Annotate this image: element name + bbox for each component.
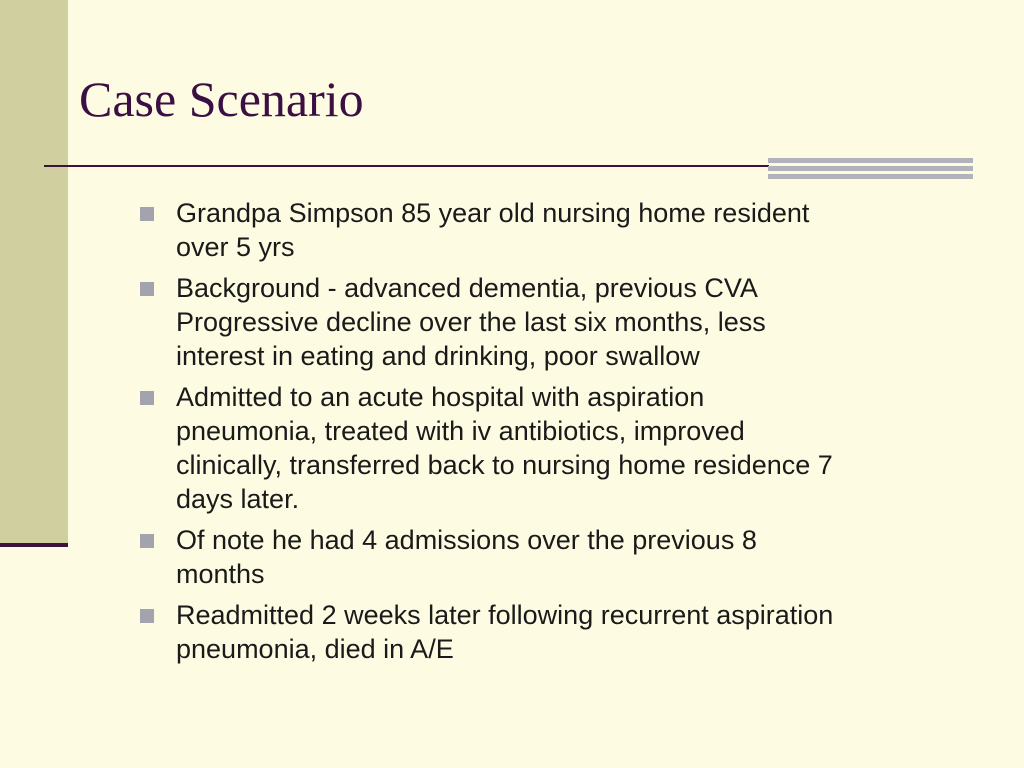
square-bullet-icon bbox=[140, 609, 154, 623]
accent-bar bbox=[768, 166, 973, 171]
bullet-list bbox=[140, 196, 960, 673]
slide-title: Case Scenario bbox=[79, 71, 364, 127]
bullet-item bbox=[140, 523, 960, 591]
bullet-item bbox=[140, 598, 960, 666]
square-bullet-icon bbox=[140, 534, 154, 548]
accent-bar bbox=[768, 174, 973, 179]
bullet-text: Background - advanced dementia, previous CVA Progressive decline over the last six months, less interest in eating and drinking, poor swallow bbox=[176, 273, 766, 371]
bullet-text: Admitted to an acute hospital with aspiration pneumonia, treated with iv antibiotics, improved clinically, transferred back to nursing home residence 7 days later. bbox=[176, 382, 833, 514]
title-divider bbox=[44, 165, 769, 167]
bullet-text: Grandpa Simpson 85 year old nursing home resident over 5 yrs bbox=[176, 198, 810, 262]
bullet-item bbox=[140, 380, 960, 516]
bullet-item bbox=[140, 271, 960, 373]
square-bullet-icon bbox=[140, 282, 154, 296]
bullet-text: Readmitted 2 weeks later following recurrent aspiration pneumonia, died in A/E bbox=[176, 600, 834, 664]
accent-bars bbox=[768, 158, 973, 180]
left-sidebar-band bbox=[0, 0, 68, 543]
square-bullet-icon bbox=[140, 207, 154, 221]
square-bullet-icon bbox=[140, 391, 154, 405]
bullet-text: Of note he had 4 admissions over the previous 8 months bbox=[176, 525, 757, 589]
accent-bar bbox=[768, 158, 973, 163]
sidebar-divider bbox=[0, 543, 68, 547]
bullet-item bbox=[140, 196, 960, 264]
